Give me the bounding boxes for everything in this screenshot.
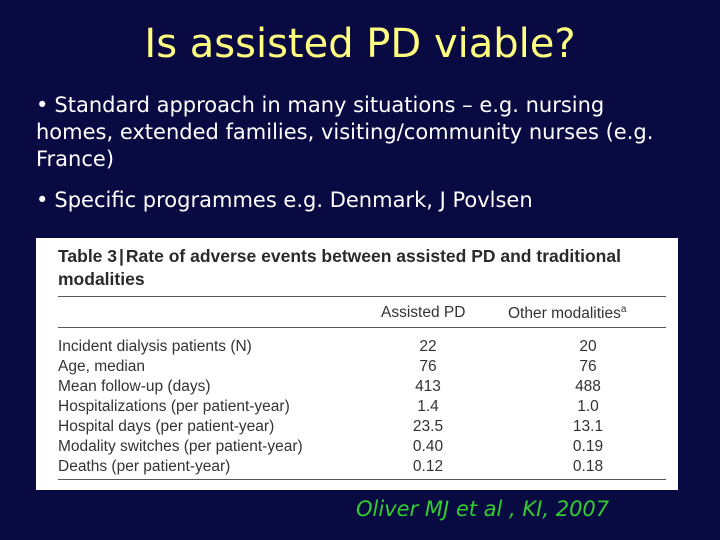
assisted-pd-value: 22 xyxy=(419,338,437,355)
bullet-symbol: • xyxy=(36,93,49,117)
citation: Oliver MJ et al , KI, 2007 xyxy=(356,497,610,521)
table-rule-header xyxy=(58,327,666,328)
table-row xyxy=(58,338,666,358)
row-label: Mean follow-up (days) xyxy=(58,378,211,395)
bullet-item xyxy=(36,187,686,214)
other-modalities-value: 76 xyxy=(579,358,597,375)
table-row xyxy=(58,418,666,438)
column-header-other-text: Other modalities xyxy=(508,305,621,323)
assisted-pd-value: 0.40 xyxy=(412,438,444,455)
table-label: Table 3 xyxy=(58,246,118,266)
table-row xyxy=(58,458,666,478)
table-separator: | xyxy=(119,246,124,266)
row-label: Hospitalizations (per patient-year) xyxy=(58,398,290,415)
table-row xyxy=(58,438,666,458)
table-rule-bottom xyxy=(58,479,666,480)
column-header-other xyxy=(508,304,626,323)
column-header-assisted: Assisted PD xyxy=(381,304,466,321)
other-modalities-value: 13.1 xyxy=(572,418,604,435)
other-modalities-value: 488 xyxy=(575,378,601,395)
table-caption xyxy=(58,245,658,291)
table-rule-top xyxy=(58,296,666,297)
assisted-pd-value: 23.5 xyxy=(412,418,444,435)
row-label: Hospital days (per patient-year) xyxy=(58,418,275,435)
other-modalities-value: 0.19 xyxy=(572,438,604,455)
row-label: Age, median xyxy=(58,358,146,375)
column-footnote: a xyxy=(620,304,627,315)
assisted-pd-value: 1.4 xyxy=(417,398,439,415)
bullet-symbol: • xyxy=(36,188,49,212)
table-row xyxy=(58,378,666,398)
bullet-text: Specific programmes e.g. Denmark, J Povlsen xyxy=(54,188,533,212)
assisted-pd-value: 0.12 xyxy=(412,458,444,475)
other-modalities-value: 20 xyxy=(579,338,597,355)
row-label: Deaths (per patient-year) xyxy=(58,458,231,475)
bullet-text: Standard approach in many situations – e.g. nursing homes, extended families, visiting/community nurses (e.g. France) xyxy=(36,93,654,171)
adverse-events-table xyxy=(36,238,678,490)
table-row xyxy=(58,398,666,418)
other-modalities-value: 0.18 xyxy=(572,458,604,475)
assisted-pd-value: 76 xyxy=(419,358,437,375)
table-row xyxy=(58,358,666,378)
table-caption-text: Rate of adverse events between assisted PD and traditional modalities xyxy=(58,246,621,289)
bullet-list xyxy=(36,92,686,228)
other-modalities-value: 1.0 xyxy=(577,398,599,415)
row-label: Modality switches (per patient-year) xyxy=(58,438,303,455)
assisted-pd-value: 413 xyxy=(415,378,441,395)
row-label: Incident dialysis patients (N) xyxy=(58,338,252,355)
bullet-item xyxy=(36,92,686,173)
slide-title: Is assisted PD viable? xyxy=(144,21,576,67)
